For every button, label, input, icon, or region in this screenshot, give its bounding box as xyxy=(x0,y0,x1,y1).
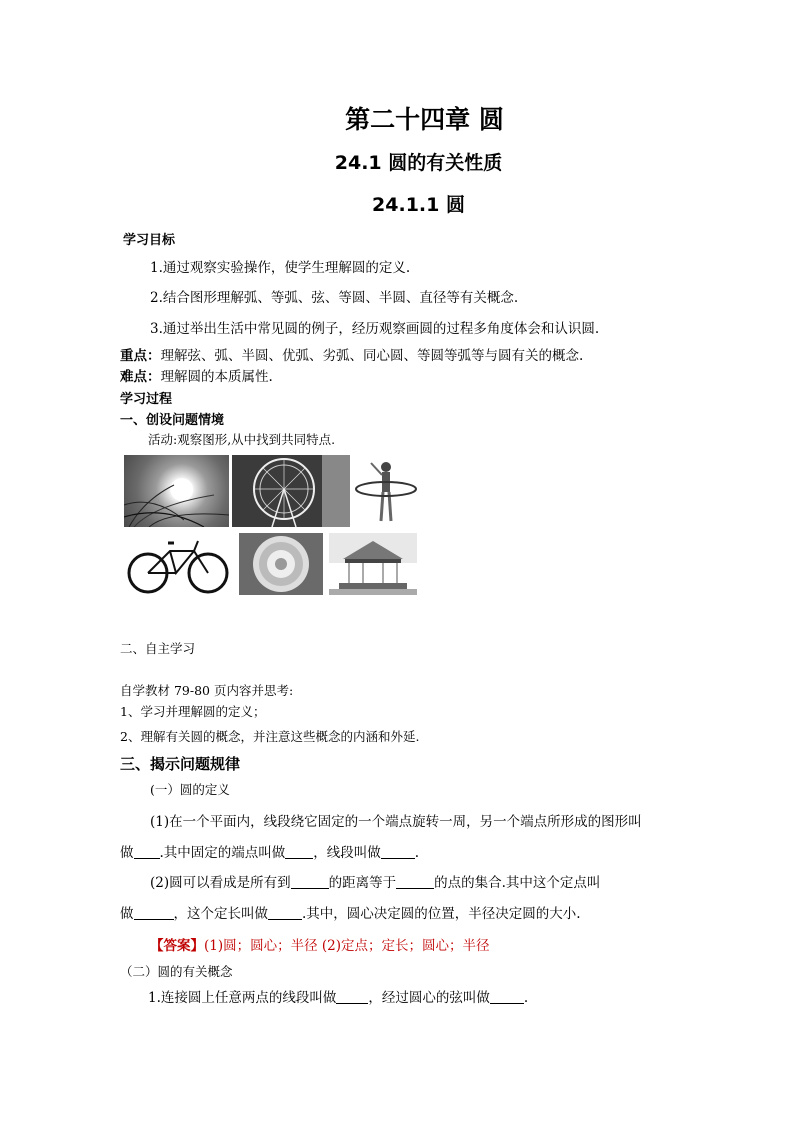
q1-line1: (1)在一个平面内，线段绕它固定的一个端点旋转一周，另一个端点所形成的图形叫 xyxy=(150,814,642,830)
objectives-heading: 学习目标 xyxy=(123,233,176,248)
bicycle-photo xyxy=(124,533,232,595)
answer xyxy=(150,934,490,954)
part2-item: 2、理解有关圆的概念，并注意这些概念的内涵和外延. xyxy=(120,729,420,744)
objective-item: 2.结合图形理解弧、等弧、弦、等圆、半圆、直径等有关概念. xyxy=(150,290,519,306)
dome-photo xyxy=(239,533,323,595)
chapter-title: 第二十四章 圆 xyxy=(345,105,504,134)
part2-item: 1、学习并理解圆的定义； xyxy=(120,704,266,719)
part3-sub1: (一）圆的定义 xyxy=(150,782,230,797)
objective-item: 3.通过举出生活中常见圆的例子，经历观察画圆的过程多角度体会和认识圆. xyxy=(150,321,600,337)
fill-blank[interactable] xyxy=(285,845,313,860)
fill-blank[interactable] xyxy=(396,875,434,890)
q2-line2: 做 ，这个定长叫做 .其中，圆心决定圆的位置，半径决定圆的大小. xyxy=(120,906,581,922)
part2-heading: 二、自主学习 xyxy=(120,641,196,656)
fill-blank[interactable] xyxy=(336,990,368,1005)
carousel-photo xyxy=(329,533,417,595)
section-title: 24.1 圆的有关性质 xyxy=(334,152,503,174)
difficult-point-label: 难点： xyxy=(120,369,161,385)
key-point-label: 重点： xyxy=(120,348,161,364)
ferris-wheel-photo xyxy=(232,455,350,527)
key-point xyxy=(120,344,583,364)
key-point-text: 理解弦、弧、半圆、优弧、劣弧、同心圆、等圆等弧等与圆有关的概念. xyxy=(160,348,584,364)
q2-line1: (2)圆可以看成是所有到 的距离等于 的点的集合.其中这个定点叫 xyxy=(150,875,601,891)
fill-blank[interactable] xyxy=(268,906,302,921)
part3-sub2: （二）圆的有关概念 xyxy=(120,964,233,979)
answer-text: (1)圆；圆心；半径 (2)定点；定长；圆心；半径 xyxy=(204,938,490,954)
process-heading: 学习过程 xyxy=(120,392,173,407)
difficult-point xyxy=(120,365,273,385)
part1-heading: 一、创设问题情境 xyxy=(120,413,225,428)
fill-blank[interactable] xyxy=(381,845,415,860)
fill-blank[interactable] xyxy=(291,875,329,890)
subsection-title: 24.1.1 圆 xyxy=(372,194,465,216)
fill-blank[interactable] xyxy=(490,990,524,1005)
part1-activity: 活动:观察图形,从中找到共同特点. xyxy=(148,432,336,447)
q1-line2: 做 .其中固定的端点叫做 ，线段叫做 . xyxy=(120,845,420,861)
part2-intro: 自学教材 79-80 页内容并思考: xyxy=(120,683,294,698)
objective-item: 1.通过观察实验操作，使学生理解圆的定义. xyxy=(150,260,411,276)
concept-1: 1.连接圆上任意两点的线段叫做 ，经过圆心的弦叫做 . xyxy=(148,990,529,1006)
sun-photo xyxy=(124,455,229,527)
answer-label: 【答案】 xyxy=(150,938,204,954)
hula-hoop-photo xyxy=(353,455,419,527)
part3-heading: 三、揭示问题规律 xyxy=(120,755,241,773)
fill-blank[interactable] xyxy=(134,906,174,921)
fill-blank[interactable] xyxy=(134,845,160,860)
difficult-point-text: 理解圆的本质属性. xyxy=(160,369,273,385)
